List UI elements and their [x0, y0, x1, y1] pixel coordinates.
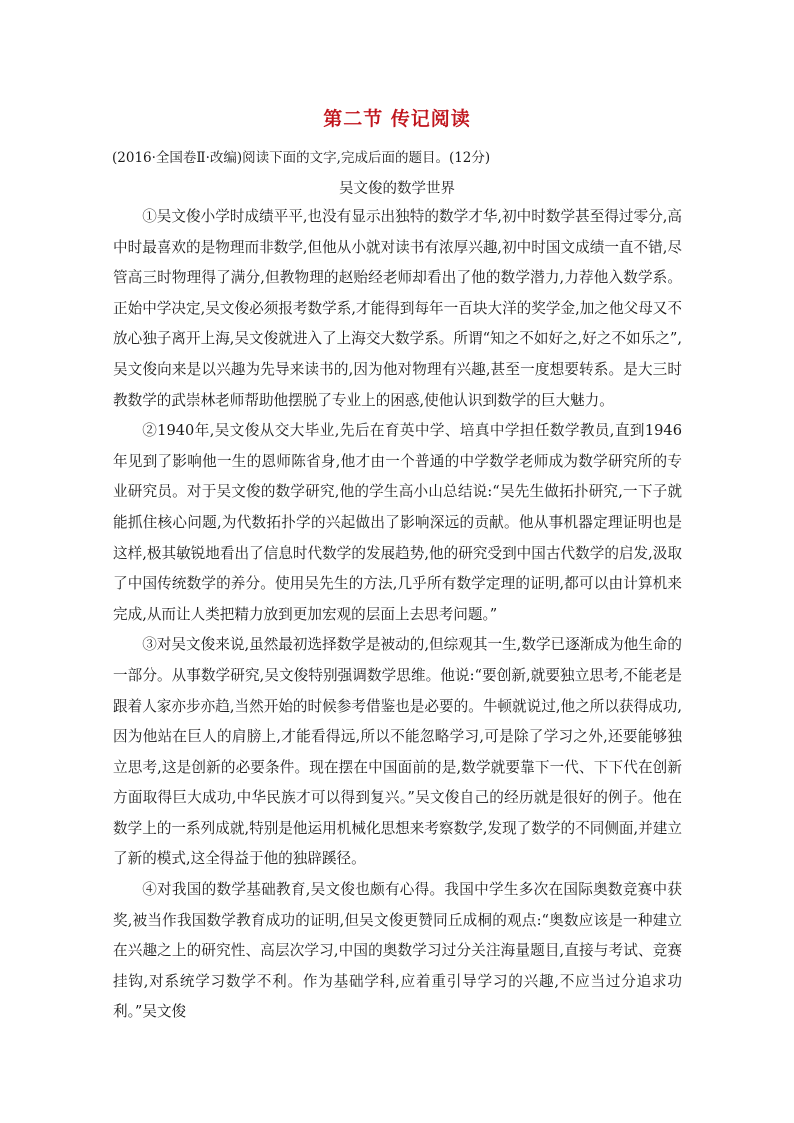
paragraph-3: ③对吴文俊来说,虽然最初选择数学是被动的,但综观其一生,数学已逐渐成为他生命的一部分。从事数学研究,吴文俊特别强调数学思维。他说:“要创新,就要独立思考,不能老是跟着人家亦步亦趋,当然开始的时候参考借鉴也是必要的。牛顿就说过,他之所以获得成功,因为他站在巨人的肩膀上,才能看得远,所以不能忽略学习,可是除了学习之外,还要能够独立思考,这是创新的必要条件。现在摆在中国面前的是,数学就要靠下一代、下下代在创新方面取得巨大成功,中华民族才可以得到复兴。”吴文俊自己的经历就是很好的例子。他在数学上的一系列成就,特别是他运用机械化思想来考察数学,发现了数学的不同侧面,并建立了新的模式,这全得益于他的独辟蹊径。: [113, 636, 682, 868]
section-title: 第二节 传记阅读: [323, 108, 471, 130]
exercise-intro: (2016·全国卷Ⅱ·改编)阅读下面的文字,完成后面的题目。(12分): [112, 150, 491, 166]
paragraph-1: ①吴文俊小学时成绩平平,也没有显示出独特的数学才华,初中时数学甚至得过零分,高中时最喜欢的是物理而非数学,但他从小就对读书有浓厚兴趣,初中时国文成绩一直不错,尽管高三时物理得了满分,但教物理的赵贻经老师却看出了他的数学潜力,力荐他入数学系。正始中学决定,吴文俊必须报考数学系,才能得到每年一百块大洋的奖学金,加之他父母又不放心独子离开上海,吴文俊就进入了上海交大数学系。所谓“知之不如好之,好之不如乐之”,吴文俊向来是以兴趣为先导来读书的,因为他对物理有兴趣,甚至一度想要转系。是大三时教数学的武崇林老师帮助他摆脱了专业上的困惑,使他认识到数学的巨大魅力。: [113, 208, 682, 409]
paragraph-2: ②1940年,吴文俊从交大毕业,先后在育英中学、培真中学担任数学教员,直到1946年见到了影响他一生的恩师陈省身,他才由一个普通的中学数学老师成为数学研究所的专业研究员。对于吴文俊的数学研究,他的学生高小山总结说:“吴先生做拓扑研究,一下子就能抓住核心问题,为代数拓扑学的兴起做出了影响深远的贡献。他从事机器定理证明也是这样,极其敏锐地看出了信息时代数学的发展趋势,他的研究受到中国古代数学的启发,汲取了中国传统数学的养分。使用吴先生的方法,几乎所有数学定理的证明,都可以由计算机来完成,从而让人类把精力放到更加宏观的层面上去思考问题。”: [113, 422, 682, 623]
article-body: [113, 202, 682, 1028]
article-title: 吴文俊的数学世界: [339, 181, 455, 197]
paragraph-4: ④对我国的数学基础教育,吴文俊也颇有心得。我国中学生多次在国际奥数竞赛中获奖,被当作我国数学教育成功的证明,但吴文俊更赞同丘成桐的观点:“奥数应该是一种建立在兴趣之上的研究性、高层次学习,中国的奥数学习过分关注海量题目,直接与考试、竞赛挂钩,对系统学习数学不利。作为基础学科,应着重引导学习的兴趣,不应当过分追求功利。”吴文俊: [113, 881, 682, 1021]
